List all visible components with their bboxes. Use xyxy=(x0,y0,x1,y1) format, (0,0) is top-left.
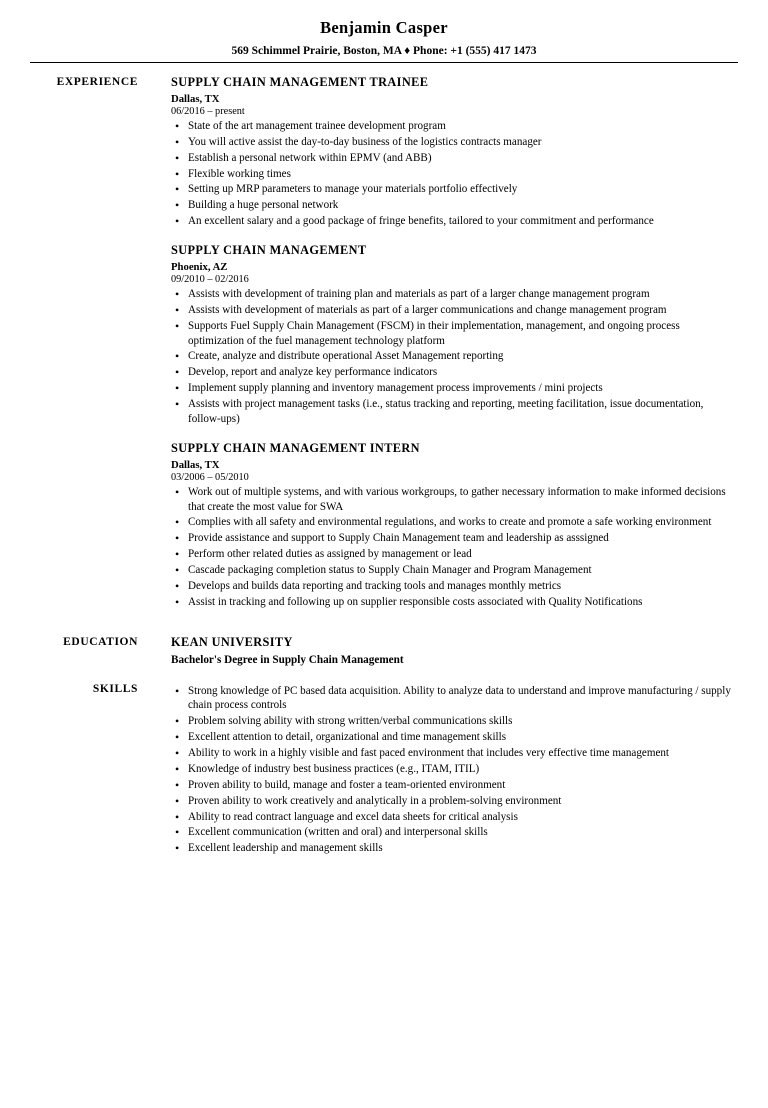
list-item: • Ability to work in a highly visible and fast paced environment that includes very effective time management xyxy=(171,746,738,761)
list-item: • An excellent salary and a good package of fringe benefits, tailored to your commitment and performance xyxy=(171,214,738,229)
header-divider xyxy=(30,62,738,63)
experience-section-label: EXPERIENCE xyxy=(56,76,138,88)
job-bullet-list xyxy=(171,119,738,229)
list-item: • Excellent communication (written and oral) and interpersonal skills xyxy=(171,825,738,840)
experience-entries xyxy=(138,75,738,611)
list-item: • Setting up MRP parameters to manage your materials portfolio effectively xyxy=(171,182,738,197)
experience-entry xyxy=(171,75,738,229)
skills-section-label: SKILLS xyxy=(92,682,138,695)
list-item: • Develops and builds data reporting and tracking tools and manages monthly metrics xyxy=(171,579,738,594)
job-location: Dallas, TX xyxy=(171,93,220,105)
job-dates: 06/2016 – present xyxy=(171,106,245,117)
list-item: • Assists with development of materials as part of a larger communications and change management program xyxy=(171,303,738,318)
job-title: SUPPLY CHAIN MANAGEMENT TRAINEE xyxy=(171,75,429,89)
list-item: • Perform other related duties as assigned by management or lead xyxy=(171,547,738,562)
list-item: • Implement supply planning and inventory management process improvements / mini projects xyxy=(171,381,738,396)
list-item: • Provide assistance and support to Supply Chain Management team and leadership as asssigned xyxy=(171,531,738,546)
list-item: • Work out of multiple systems, and with various workgroups, to gather necessary information to make informed decisions that create the most value for SWA xyxy=(171,485,738,515)
list-item: • Assists with development of training plan and materials as part of a larger change management program xyxy=(171,287,738,302)
job-bullet-list xyxy=(171,287,738,427)
contact-line: 569 Schimmel Prairie, Boston, MA ♦ Phone: +1 (555) 417 1473 xyxy=(231,45,537,57)
list-item: • You will active assist the day-to-day business of the logistics contracts manager xyxy=(171,135,738,150)
experience-entry xyxy=(171,243,738,427)
list-item: • Flexible working times xyxy=(171,167,738,182)
skills-bullet-list xyxy=(171,684,738,856)
experience-entry xyxy=(171,441,738,610)
job-location: Phoenix, AZ xyxy=(171,261,228,274)
list-item: • Excellent leadership and management skills xyxy=(171,841,738,856)
list-item: • Supports Fuel Supply Chain Management (FSCM) in their implementation, management, and ongoing process optimization of the fuel management technology platform xyxy=(171,319,738,349)
candidate-name: Benjamin Casper xyxy=(320,18,448,37)
job-title: SUPPLY CHAIN MANAGEMENT xyxy=(171,243,367,258)
list-item: • Develop, report and analyze key performance indicators xyxy=(171,365,738,380)
job-dates: 09/2010 – 02/2016 xyxy=(171,274,249,286)
job-bullet-list xyxy=(171,485,738,610)
list-item: • Proven ability to build, manage and foster a team-oriented environment xyxy=(171,778,738,793)
job-location: Dallas, TX xyxy=(171,458,220,471)
job-dates: 03/2006 – 05/2010 xyxy=(171,471,249,483)
resume-header xyxy=(30,18,738,57)
list-item: • State of the art management trainee development program xyxy=(171,119,738,134)
list-item: • Problem solving ability with strong written/verbal communications skills xyxy=(171,714,738,729)
list-item: • Strong knowledge of PC based data acquisition. Ability to analyze data to understand and improve manufacturing / supply chain process controls xyxy=(171,684,738,714)
list-item: • Knowledge of industry best business practices (e.g., ITAM, ITIL) xyxy=(171,762,738,777)
list-item: • Building a huge personal network xyxy=(171,198,738,213)
list-item: • Cascade packaging completion status to Supply Chain Manager and Program Management xyxy=(171,563,738,578)
list-item: • Excellent attention to detail, organizational and time management skills xyxy=(171,730,738,745)
list-item: • Create, analyze and distribute operational Asset Management reporting xyxy=(171,349,738,364)
list-item: • Establish a personal network within EPMV (and ABB) xyxy=(171,151,738,166)
education-degree: Bachelor's Degree in Supply Chain Management xyxy=(171,653,404,666)
list-item: • Complies with all safety and environmental regulations, and works to create and promote a safe working environment xyxy=(171,515,738,530)
skills-entries xyxy=(138,682,738,857)
skills-section xyxy=(30,682,738,857)
education-school: KEAN UNIVERSITY xyxy=(171,634,293,649)
job-title: SUPPLY CHAIN MANAGEMENT INTERN xyxy=(171,440,420,455)
education-section-label: EDUCATION xyxy=(63,635,138,648)
education-section xyxy=(30,635,738,666)
list-item: • Ability to read contract language and excel data sheets for critical analysis xyxy=(171,810,738,825)
list-item: • Assist in tracking and following up on supplier responsible costs associated with Quality Notifications xyxy=(171,595,738,610)
list-item: • Proven ability to work creatively and analytically in a problem-solving environment xyxy=(171,794,738,809)
education-entries xyxy=(138,635,738,666)
experience-section xyxy=(30,75,738,611)
list-item: • Assists with project management tasks (i.e., status tracking and reporting, meeting facilitation, issue documentation, follow-ups) xyxy=(171,397,738,427)
